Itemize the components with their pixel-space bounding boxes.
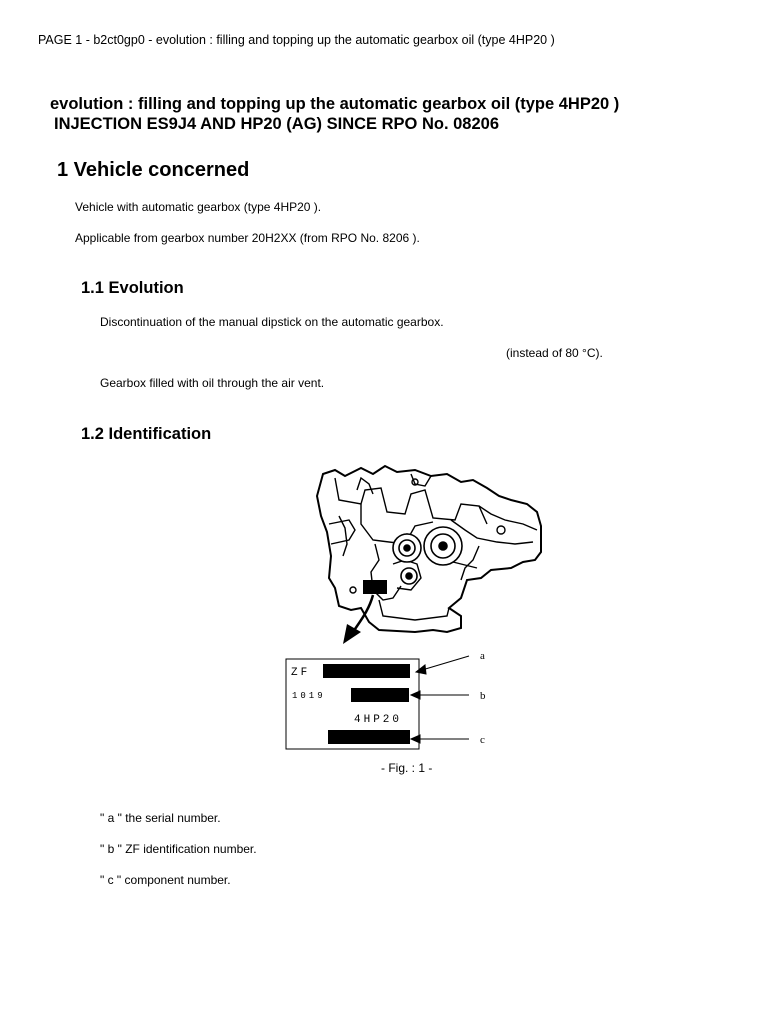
evolution-paragraph-temperature: (instead of 80 °C). [506, 346, 603, 360]
identification-plate-location [363, 580, 387, 594]
document-title-line1: evolution : filling and topping up the automatic gearbox oil (type 4HP20 ) [50, 95, 620, 113]
page-header: PAGE 1 - b2ct0gp0 - evolution : filling and topping up the automatic gearbox oil (type 4HP20 ) [38, 33, 555, 47]
legend-b: " b " ZF identification number. [100, 842, 257, 856]
plate-text-number: 1019 [292, 691, 326, 701]
callout-c: c [480, 734, 485, 746]
section-heading-evolution: 1.1 Evolution [81, 279, 184, 297]
legend-a: " a " the serial number. [100, 811, 221, 825]
figure-caption: - Fig. : 1 - [381, 761, 433, 775]
section-heading-identification: 1.2 Identification [81, 425, 212, 443]
plate-field-serial [323, 664, 410, 678]
applicability-paragraph: Applicable from gearbox number 20H2XX (from RPO No. 8206 ). [75, 231, 420, 245]
plate-field-component [328, 730, 410, 744]
legend-c: " c " component number. [100, 873, 231, 887]
section-heading-vehicle-concerned: 1 Vehicle concerned [57, 159, 250, 181]
vehicle-paragraph: Vehicle with automatic gearbox (type 4HP20 ). [75, 200, 322, 214]
document-title-line2: INJECTION ES9J4 AND HP20 (AG) SINCE RPO No. 08206 [54, 115, 500, 133]
plate-text-type: 4HP20 [354, 714, 403, 726]
plate-field-zf-id [351, 688, 409, 702]
callout-a: a [480, 650, 485, 662]
evolution-paragraph-dipstick: Discontinuation of the manual dipstick on the automatic gearbox. [100, 315, 444, 329]
callout-b: b [480, 690, 486, 702]
plate-text-zf: ZF [291, 667, 311, 679]
gearbox-identification-figure [265, 460, 565, 760]
gearbox-pulleys [393, 527, 462, 584]
evolution-paragraph-filling: Gearbox filled with oil through the air vent. [100, 376, 325, 390]
